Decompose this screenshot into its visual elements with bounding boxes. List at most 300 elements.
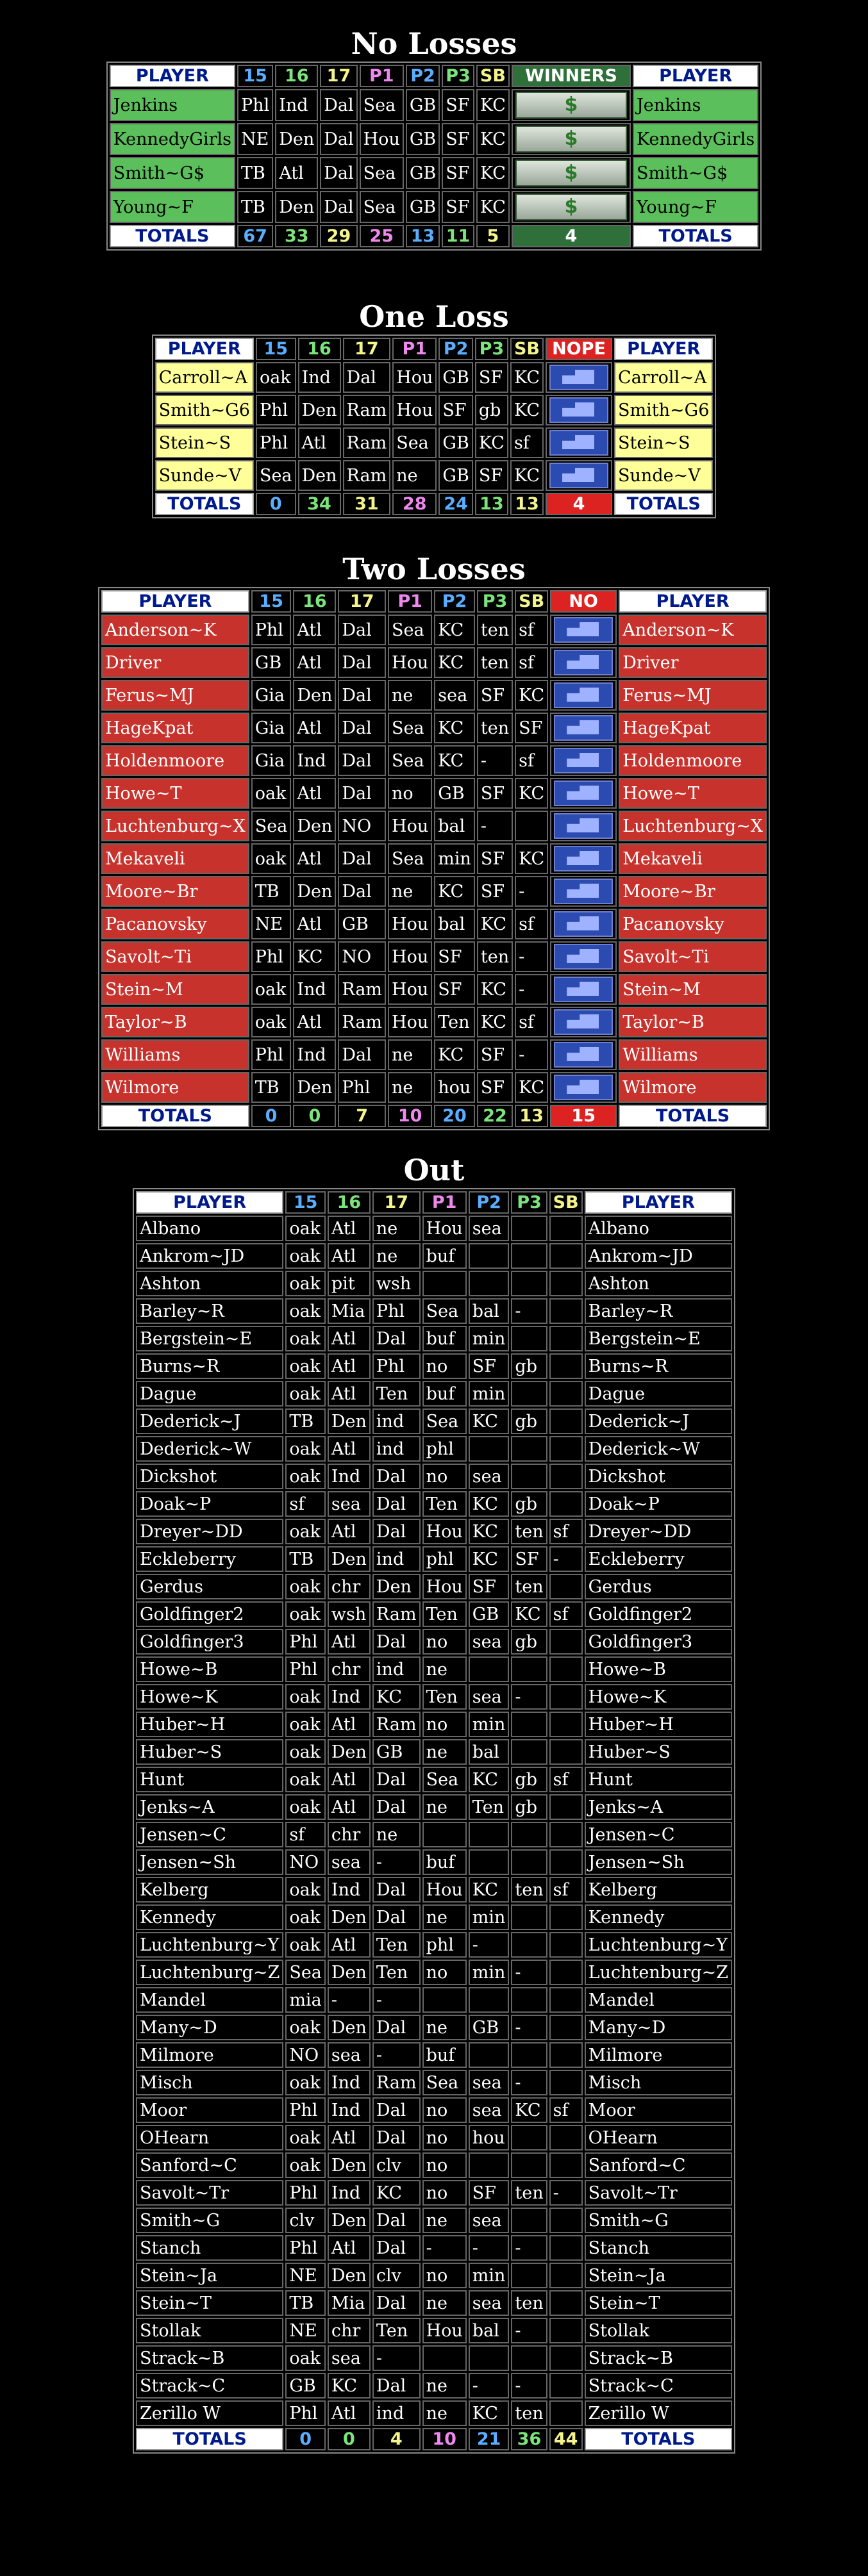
col-header-c15: 15 <box>251 590 292 613</box>
header-row <box>101 590 767 613</box>
pick-cell: Den <box>328 1546 371 1572</box>
pick-cell <box>511 1243 547 1269</box>
player-name-right[interactable]: Stein~Ja <box>585 2263 732 2288</box>
player-name[interactable]: Howe~T <box>101 778 249 809</box>
player-name[interactable]: Jensen~Sh <box>136 1849 283 1875</box>
pick-cell: oak <box>285 1436 326 1462</box>
table-row <box>136 1326 732 1351</box>
player-name-right[interactable]: Pacanovsky <box>619 909 767 939</box>
player-name-right[interactable]: Dederick~W <box>585 1436 732 1462</box>
player-name-right[interactable]: Kennedy <box>585 1904 732 1930</box>
player-name[interactable]: Smith~G$ <box>110 157 235 189</box>
player-name-right[interactable]: Howe~B <box>585 1656 732 1682</box>
player-name-right[interactable]: Smith~G$ <box>633 157 758 189</box>
player-name[interactable]: Many~D <box>136 2015 283 2040</box>
player-name-right[interactable]: Strack~B <box>585 2345 732 2371</box>
thumbs-down-icon <box>554 650 613 675</box>
col-header-p2: P2 <box>438 338 472 360</box>
pick-cell: Ten <box>469 1794 510 1820</box>
player-name-right[interactable]: Jenkins <box>633 89 758 121</box>
pick-cell: sea <box>469 1464 510 1489</box>
player-name-right[interactable]: Smith~G <box>585 2208 732 2233</box>
thumbs-down-icon <box>549 430 608 456</box>
pick-cell: KC <box>434 615 475 645</box>
player-name-right[interactable]: Zerillo W <box>585 2400 732 2426</box>
player-name[interactable]: Eckleberry <box>136 1546 283 1572</box>
pick-cell: TB <box>251 1072 292 1103</box>
player-name[interactable]: Luchtenburg~Z <box>136 1960 283 1985</box>
table-row <box>110 191 759 223</box>
thumbs-down-icon <box>554 1009 613 1035</box>
col-header-p1: P1 <box>360 65 404 87</box>
pick-cell: Dal <box>320 123 357 155</box>
player-name[interactable]: Milmore <box>136 2042 283 2068</box>
pick-cell: Sea <box>422 2070 467 2095</box>
pick-cell: - <box>549 2180 583 2206</box>
player-name-right[interactable]: Holdenmoore <box>619 745 767 776</box>
player-name[interactable]: Holdenmoore <box>101 745 249 776</box>
pick-cell: TB <box>237 191 273 223</box>
player-name[interactable]: Taylor~B <box>101 1007 249 1037</box>
player-name-right[interactable]: Albano <box>585 1216 732 1241</box>
col-header-c17: 17 <box>343 338 391 360</box>
pick-cell: Dal <box>338 876 386 907</box>
pick-cell: sea <box>328 2042 371 2068</box>
dollar-sign-icon: $ <box>564 195 578 218</box>
pick-cell: Dal <box>372 2208 421 2233</box>
player-name[interactable]: Burns~R <box>136 1353 283 1379</box>
player-name-right[interactable]: Dederick~J <box>585 1408 732 1434</box>
pick-cell <box>549 2152 583 2178</box>
pick-cell: Hou <box>388 811 432 841</box>
player-name[interactable]: Strack~B <box>136 2345 283 2371</box>
pick-cell <box>549 1904 583 1930</box>
player-name[interactable]: Savolt~Ti <box>101 941 249 972</box>
pick-cell: Den <box>298 395 341 425</box>
player-name-right[interactable]: Driver <box>619 647 767 678</box>
pick-cell: ne <box>422 2373 467 2398</box>
pick-cell: Ind <box>275 89 318 121</box>
reject-stamp-cell <box>550 909 617 939</box>
table-row <box>136 1932 732 1958</box>
table-row <box>136 1243 732 1269</box>
player-name[interactable]: Dederick~W <box>136 1436 283 1462</box>
player-name-right[interactable]: Moor <box>585 2097 732 2123</box>
pick-cell: Phl <box>285 2097 326 2123</box>
pick-cell: sea <box>328 1491 371 1517</box>
player-name[interactable]: Moore~Br <box>101 876 249 907</box>
hand-shape <box>562 435 594 449</box>
pick-cell: ne <box>372 1822 421 1847</box>
pick-cell: Den <box>372 1574 421 1599</box>
player-name-right[interactable]: Carroll~A <box>614 362 713 393</box>
pick-cell: - <box>515 876 548 907</box>
player-name[interactable]: Young~F <box>110 191 235 223</box>
player-name[interactable]: Jenkins <box>110 89 235 121</box>
player-name[interactable]: Luchtenburg~Y <box>136 1932 283 1958</box>
pick-cell <box>469 1656 510 1682</box>
player-name-right[interactable]: Dickshot <box>585 1464 732 1489</box>
table-row <box>101 876 767 907</box>
totals-label: TOTALS <box>110 225 235 247</box>
player-name[interactable]: Williams <box>101 1039 249 1070</box>
table-row <box>136 1684 732 1710</box>
pick-cell: ne <box>422 2400 467 2426</box>
total-c15: 67 <box>237 225 273 247</box>
player-name-right[interactable]: Ferus~MJ <box>619 680 767 711</box>
pick-cell: sf <box>515 1007 548 1037</box>
thumbs-down-icon <box>554 682 613 708</box>
player-name[interactable]: Wilmore <box>101 1072 249 1103</box>
player-name[interactable]: Albano <box>136 1216 283 1241</box>
total-c16: 0 <box>328 2428 371 2450</box>
player-name-right[interactable]: Jenks~A <box>585 1794 732 1820</box>
player-name[interactable]: Dague <box>136 1381 283 1407</box>
table-row <box>136 2373 732 2398</box>
player-name[interactable]: Huber~H <box>136 1712 283 1737</box>
pick-cell: ne <box>422 2208 467 2233</box>
player-name-right[interactable]: Dreyer~DD <box>585 1519 732 1544</box>
pick-cell: Atl <box>328 1629 371 1655</box>
reject-stamp-cell <box>550 1039 617 1070</box>
player-name[interactable]: Mekaveli <box>101 843 249 874</box>
totals-row <box>101 1105 767 1127</box>
player-name-right[interactable]: Stein~S <box>614 427 713 458</box>
player-name[interactable]: Pacanovsky <box>101 909 249 939</box>
pick-cell: sea <box>469 2290 510 2316</box>
pick-cell: Dal <box>372 2015 421 2040</box>
pick-cell: ten <box>477 615 513 645</box>
pick-cell: SF <box>469 1353 510 1379</box>
player-name-right[interactable]: Wilmore <box>619 1072 767 1103</box>
player-name[interactable]: Doak~P <box>136 1491 283 1517</box>
player-name[interactable]: Savolt~Tr <box>136 2180 283 2206</box>
player-name-right[interactable]: Goldfinger3 <box>585 1629 732 1655</box>
pick-cell: Den <box>328 2015 371 2040</box>
pick-cell: gb <box>511 1794 547 1820</box>
pick-cell: SF <box>438 395 472 425</box>
player-name[interactable]: Driver <box>101 647 249 678</box>
hand-shape <box>567 1047 599 1061</box>
section-3 <box>0 1152 868 2454</box>
player-name-right[interactable]: Hunt <box>585 1767 732 1792</box>
player-name[interactable]: KennedyGirls <box>110 123 235 155</box>
player-name[interactable]: Bergstein~E <box>136 1326 283 1351</box>
player-name[interactable]: Misch <box>136 2070 283 2095</box>
pick-cell: Atl <box>275 157 318 189</box>
player-name-right[interactable]: Ashton <box>585 1271 732 1296</box>
player-name-right[interactable]: Luchtenburg~Y <box>585 1932 732 1958</box>
player-name-right[interactable]: Stein~T <box>585 2290 732 2316</box>
player-name-right[interactable]: Dague <box>585 1381 732 1407</box>
player-name[interactable]: Gerdus <box>136 1574 283 1599</box>
player-name-right[interactable]: Luchtenburg~X <box>619 811 767 841</box>
pick-cell: KC <box>434 713 475 743</box>
player-name[interactable]: Sunde~V <box>155 460 254 491</box>
pick-cell: GB <box>469 2015 510 2040</box>
player-name[interactable]: Carroll~A <box>155 362 254 393</box>
player-name[interactable]: Stein~M <box>101 974 249 1005</box>
pick-cell: Ind <box>293 974 336 1005</box>
pick-cell: Dal <box>338 778 386 809</box>
player-name-right[interactable]: Jensen~C <box>585 1822 732 1847</box>
player-name[interactable]: Stollak <box>136 2318 283 2343</box>
pick-cell: ten <box>477 941 513 972</box>
total-sb: 13 <box>510 493 544 515</box>
money-icon-cell <box>512 157 631 189</box>
total-p3: 36 <box>511 2428 547 2450</box>
pick-cell <box>511 2345 547 2371</box>
pick-cell: min <box>469 1960 510 1985</box>
player-name[interactable]: Kelberg <box>136 1877 283 1903</box>
player-name-right[interactable]: Eckleberry <box>585 1546 732 1572</box>
pick-cell: clv <box>285 2208 326 2233</box>
pick-cell: sf <box>515 647 548 678</box>
pick-cell: clv <box>372 2152 421 2178</box>
player-name[interactable]: Kennedy <box>136 1904 283 1930</box>
pick-cell <box>469 2345 510 2371</box>
col-header-p1: P1 <box>392 338 437 360</box>
pick-cell <box>549 1298 583 1324</box>
pick-cell: no <box>422 1960 467 1985</box>
player-name-right[interactable]: Sunde~V <box>614 460 713 491</box>
player-name-right[interactable]: Stollak <box>585 2318 732 2343</box>
player-name-right[interactable]: Goldfinger2 <box>585 1601 732 1627</box>
reject-stamp-cell <box>546 427 612 458</box>
pick-cell: ind <box>372 2400 421 2426</box>
total-c15: 0 <box>285 2428 326 2450</box>
table-row <box>136 1904 732 1930</box>
pick-cell: Dal <box>372 2290 421 2316</box>
reject-stamp-cell <box>550 811 617 841</box>
pick-cell: bal <box>469 1739 510 1765</box>
player-name[interactable]: Goldfinger3 <box>136 1629 283 1655</box>
hand-shape <box>567 1080 599 1094</box>
pick-cell: oak <box>285 2070 326 2095</box>
player-name[interactable]: Smith~G6 <box>155 395 254 425</box>
col-header-sb: SB <box>549 1191 583 1214</box>
col-header-p2: P2 <box>434 590 475 613</box>
pick-cell: Dal <box>338 647 386 678</box>
player-name[interactable]: Moor <box>136 2097 283 2123</box>
pick-cell: Hou <box>422 2318 467 2343</box>
hand-shape <box>562 370 594 384</box>
player-name[interactable]: Luchtenburg~X <box>101 811 249 841</box>
player-name-right[interactable]: Bergstein~E <box>585 1326 732 1351</box>
player-name-right[interactable]: Ankrom~JD <box>585 1243 732 1269</box>
player-name-right[interactable]: Howe~K <box>585 1684 732 1710</box>
pick-cell: Atl <box>293 615 336 645</box>
player-name[interactable]: Sanford~C <box>136 2152 283 2178</box>
pick-cell: SF <box>477 680 513 711</box>
player-name-right[interactable]: Kelberg <box>585 1877 732 1903</box>
table-row <box>136 1298 732 1324</box>
player-name[interactable]: Huber~S <box>136 1739 283 1765</box>
pick-cell <box>549 1712 583 1737</box>
player-name-right[interactable]: Burns~R <box>585 1353 732 1379</box>
player-header: PLAYER <box>136 1191 283 1214</box>
pick-cell: Atl <box>293 843 336 874</box>
player-name-right[interactable]: Howe~T <box>619 778 767 809</box>
player-name[interactable]: Goldfinger2 <box>136 1601 283 1627</box>
pick-cell: SF <box>511 1546 547 1572</box>
player-name-right[interactable]: Strack~C <box>585 2373 732 2398</box>
player-name-right[interactable]: Many~D <box>585 2015 732 2040</box>
player-name[interactable]: Smith~G <box>136 2208 283 2233</box>
pick-cell: TB <box>285 1546 326 1572</box>
pick-cell: Ram <box>343 427 391 458</box>
pick-cell: ne <box>422 2015 467 2040</box>
player-name[interactable]: Jensen~C <box>136 1822 283 1847</box>
pick-cell: wsh <box>328 1601 371 1627</box>
thumbs-down-icon <box>549 365 608 390</box>
pick-cell: GB <box>406 157 440 189</box>
player-name-right[interactable]: Taylor~B <box>619 1007 767 1037</box>
pick-cell: oak <box>285 1519 326 1544</box>
player-name-right[interactable]: Luchtenburg~Z <box>585 1960 732 1985</box>
pick-cell: KC <box>476 123 510 155</box>
player-name[interactable]: Ashton <box>136 1271 283 1296</box>
pick-cell: Dal <box>372 1877 421 1903</box>
pick-cell: oak <box>285 1904 326 1930</box>
pick-cell: oak <box>251 1007 292 1037</box>
pick-cell: sea <box>469 1629 510 1655</box>
totals-label-right: TOTALS <box>585 2428 732 2450</box>
pick-cell: Phl <box>256 427 296 458</box>
player-name-right[interactable]: KennedyGirls <box>633 123 758 155</box>
player-name-right[interactable]: Huber~S <box>585 1739 732 1765</box>
player-name-right[interactable]: Misch <box>585 2070 732 2095</box>
player-name[interactable]: Dreyer~DD <box>136 1519 283 1544</box>
player-name[interactable]: Stein~S <box>155 427 254 458</box>
pick-cell: min <box>469 1904 510 1930</box>
table-row <box>136 1877 732 1903</box>
player-name[interactable]: Howe~K <box>136 1684 283 1710</box>
thumbs-down-icon <box>554 977 613 1002</box>
player-name[interactable]: Anderson~K <box>101 615 249 645</box>
pick-cell: KC <box>477 974 513 1005</box>
player-name-right[interactable]: Huber~H <box>585 1712 732 1737</box>
player-name[interactable]: Jenks~A <box>136 1794 283 1820</box>
player-name[interactable]: HageKpat <box>101 713 249 743</box>
pick-cell: clv <box>372 2263 421 2288</box>
total-c16: 34 <box>298 493 341 515</box>
player-name-right[interactable]: Sanford~C <box>585 2152 732 2178</box>
pick-cell: KC <box>515 778 548 809</box>
player-name-right[interactable]: Savolt~Ti <box>619 941 767 972</box>
table-row <box>136 1216 732 1241</box>
player-name-right[interactable]: Anderson~K <box>619 615 767 645</box>
player-name-right[interactable]: OHearn <box>585 2125 732 2151</box>
player-name[interactable]: Zerillo W <box>136 2400 283 2426</box>
player-name-right[interactable]: Mekaveli <box>619 843 767 874</box>
player-name[interactable]: Ferus~MJ <box>101 680 249 711</box>
table-row <box>101 843 767 874</box>
pick-cell <box>511 1849 547 1875</box>
player-name[interactable]: Dederick~J <box>136 1408 283 1434</box>
header-row <box>110 65 759 87</box>
section-title: Two Losses <box>342 552 526 586</box>
pick-cell: buf <box>422 1381 467 1407</box>
player-name-right[interactable]: Barley~R <box>585 1298 732 1324</box>
total-p1: 10 <box>422 2428 467 2450</box>
player-header-right: PLAYER <box>614 338 713 360</box>
pick-cell: Den <box>328 1960 371 1985</box>
player-name-right[interactable]: Gerdus <box>585 1574 732 1599</box>
player-name-right[interactable]: Young~F <box>633 191 758 223</box>
col-header-p3: P3 <box>477 590 513 613</box>
player-name-right[interactable]: Milmore <box>585 2042 732 2068</box>
player-name[interactable]: OHearn <box>136 2125 283 2151</box>
pick-cell: sea <box>328 2345 371 2371</box>
player-name[interactable]: Stein~Ja <box>136 2263 283 2288</box>
table-row <box>136 1271 732 1296</box>
player-name[interactable]: Mandel <box>136 1987 283 2013</box>
pick-cell: no <box>422 2097 467 2123</box>
status-header: WINNERS <box>512 65 631 87</box>
player-name[interactable]: Dickshot <box>136 1464 283 1489</box>
pick-cell: Hou <box>422 1519 467 1544</box>
player-name[interactable]: Howe~B <box>136 1656 283 1682</box>
player-name[interactable]: Hunt <box>136 1767 283 1792</box>
pick-cell: SF <box>477 1072 513 1103</box>
player-name-right[interactable]: Smith~G6 <box>614 395 713 425</box>
player-name[interactable]: Strack~C <box>136 2373 283 2398</box>
col-header-sb: SB <box>476 65 510 87</box>
pick-cell: Hou <box>360 123 404 155</box>
pick-cell: KC <box>476 191 510 223</box>
reject-stamp-cell <box>550 713 617 743</box>
pick-cell: NO <box>285 2042 326 2068</box>
pick-cell: - <box>469 2373 510 2398</box>
pick-cell: Dal <box>372 1794 421 1820</box>
player-name-right[interactable]: Mandel <box>585 1987 732 2013</box>
player-name[interactable]: Ankrom~JD <box>136 1243 283 1269</box>
player-name[interactable]: Barley~R <box>136 1298 283 1324</box>
pick-cell: oak <box>285 1298 326 1324</box>
col-header-c15: 15 <box>285 1191 326 1214</box>
player-name[interactable]: Stein~T <box>136 2290 283 2316</box>
player-name-right[interactable]: HageKpat <box>619 713 767 743</box>
reject-stamp-cell <box>550 1072 617 1103</box>
player-name-right[interactable]: Doak~P <box>585 1491 732 1517</box>
pick-cell: Hou <box>388 1007 432 1037</box>
thumbs-down-icon <box>554 911 613 937</box>
pick-cell: Dal <box>372 1326 421 1351</box>
table-row <box>136 1464 732 1489</box>
hand-shape <box>562 468 594 482</box>
table-row <box>101 1039 767 1070</box>
player-name[interactable]: Stanch <box>136 2235 283 2261</box>
pick-cell: Ram <box>372 2070 421 2095</box>
thumbs-down-icon <box>554 1075 613 1100</box>
total-sb: 13 <box>515 1105 548 1127</box>
player-name-right[interactable]: Williams <box>619 1039 767 1070</box>
pick-cell: Den <box>328 1408 371 1434</box>
player-name-right[interactable]: Jensen~Sh <box>585 1849 732 1875</box>
player-name-right[interactable]: Stanch <box>585 2235 732 2261</box>
pick-cell: ne <box>388 876 432 907</box>
player-name-right[interactable]: Savolt~Tr <box>585 2180 732 2206</box>
total-p3: 22 <box>477 1105 513 1127</box>
pick-cell: KC <box>476 157 510 189</box>
totals-label-right: TOTALS <box>614 493 713 515</box>
pick-cell: Ten <box>372 2318 421 2343</box>
player-name-right[interactable]: Stein~M <box>619 974 767 1005</box>
table-row <box>136 1629 732 1655</box>
pick-cell: Atl <box>293 713 336 743</box>
player-name-right[interactable]: Moore~Br <box>619 876 767 907</box>
